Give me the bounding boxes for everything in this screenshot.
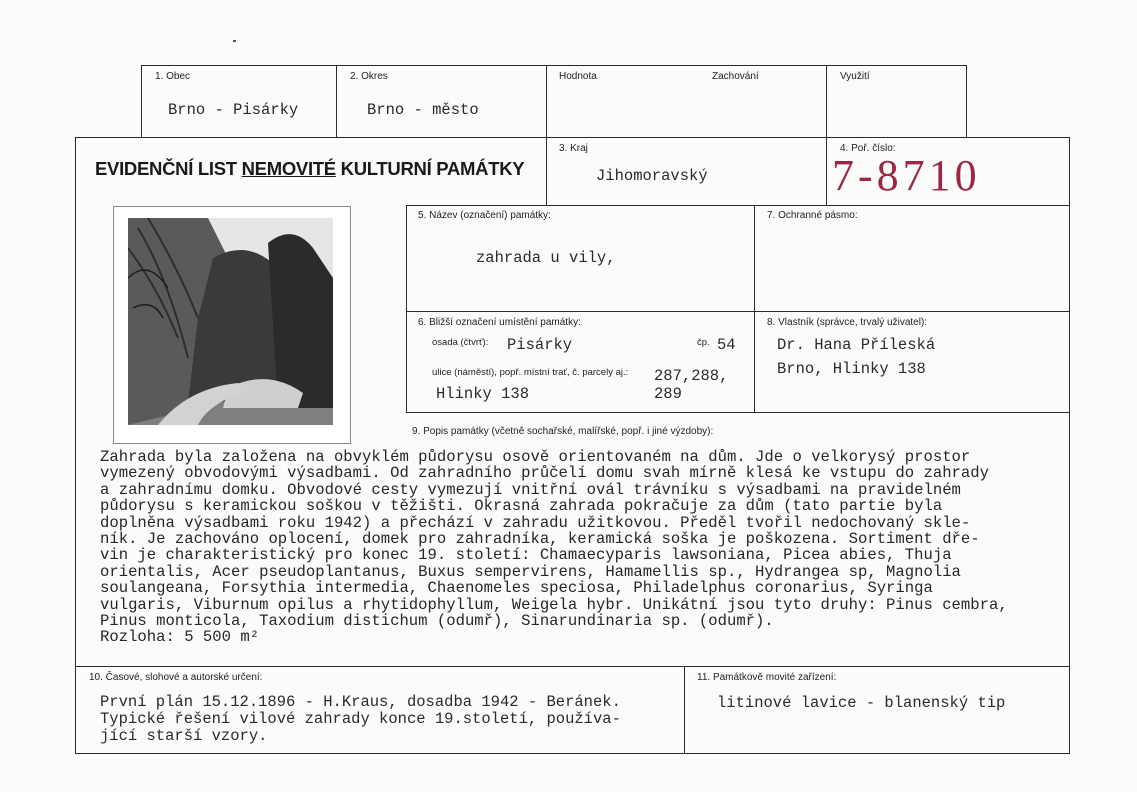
- parcely-value: 287,288,: [654, 367, 729, 385]
- zarizeni-label: 11. Památkově movité zařízení:: [697, 672, 837, 683]
- urceni-line: Typické řešení vilové zahrady konce 19.století, používa-: [100, 710, 621, 728]
- divider: [336, 65, 337, 138]
- por-cislo-label: 4. Poř. číslo:: [840, 143, 896, 154]
- popis-line: Pinus monticola, Taxodium distichum (odumř), Sinarundinaria sp. (odumř).: [100, 611, 774, 630]
- vlastnik-name: Dr. Hana Příleská: [777, 336, 936, 354]
- divider: [684, 666, 685, 754]
- popis-line: půdorysu s keramickou soškou v těžišti. Okrasná zahrada pokračuje za dům (tato partie byla: [100, 497, 943, 516]
- form-title: EVIDENČNÍ LIST NEMOVITÉ KULTURNÍ PAMÁTKY: [95, 158, 525, 179]
- osada-label: osada (čtvrť):: [432, 337, 489, 348]
- kraj-label: 3. Kraj: [559, 143, 588, 154]
- popis-line: orientalis, Acer pseudoplantanus, Buxus sempervirens, Hamamellis sp., Hydrangea sp, Magnolia: [100, 562, 961, 581]
- divider: [75, 666, 1070, 667]
- zarizeni-value: litinové lavice - blanenský tip: [717, 694, 1006, 712]
- vlastnik-address: Brno, Hlinky 138: [777, 360, 926, 378]
- popis-label: 9. Popis památky (včetně sochařské, malířské, popř. i jiné výzdoby):: [412, 426, 714, 437]
- vyuziti-label: Využití: [840, 71, 870, 82]
- divider: [406, 311, 1069, 312]
- nazev-label: 5. Název (označení) památky:: [418, 210, 551, 221]
- popis-line: vin je charakteristický pro konec 19. století: Chamaecyparis lawsoniana, Picea abies, Thuja: [100, 546, 952, 565]
- popis-line: Zahrada byla založena na obvyklém půdorysu osově orientovaném na dům. Jde o velkorysý prostor: [100, 448, 971, 466]
- ochranne-pasmo-label: 7. Ochranné pásmo:: [767, 210, 858, 221]
- popis-line: Rozloha: 5 500 m²: [100, 628, 260, 647]
- cp-value: 54: [717, 336, 736, 354]
- popis-line: soulangeana, Forsythia intermedia, Chaenomeles speciosa, Philadelphus coronarius, Syringa: [100, 579, 933, 598]
- paper-speck: [233, 40, 236, 42]
- divider: [754, 205, 755, 412]
- urceni-label: 10. Časové, slohové a autorské určení:: [89, 672, 263, 683]
- garden-photo: [128, 218, 333, 425]
- urceni-line: První plán 15.12.1896 - H.Kraus, dosadba 1942 - Beránek.: [100, 693, 621, 711]
- urceni-text: [100, 694, 621, 745]
- popis-line: ník. Je zachováno oplocení, domek pro zahradníka, keramická soška je poškozena. Sortiment dře-: [100, 529, 980, 548]
- obec-value: Brno - Pisárky: [168, 101, 299, 119]
- okres-value: Brno - město: [367, 101, 479, 119]
- divider: [406, 205, 1069, 206]
- zachovani-label: Zachování: [712, 71, 759, 82]
- umisteni-label: 6. Bližší označení umístění památky:: [418, 317, 581, 328]
- okres-label: 2. Okres: [350, 71, 388, 82]
- obec-label: 1. Obec: [155, 71, 191, 82]
- nazev-value: zahrada u vily,: [476, 249, 616, 267]
- ulice-value: Hlinky 138: [436, 385, 530, 403]
- divider: [406, 412, 1069, 413]
- kraj-value: Jihomoravský: [596, 167, 708, 185]
- vlastnik-label: 8. Vlastník (správce, trvalý uživatel):: [767, 317, 928, 328]
- popis-line: a zahradnímu domku. Obvodové cesty vymezují vnitřní ovál trávníku s výsadbami na pravidelném: [100, 480, 961, 499]
- osada-value: Pisárky: [507, 336, 573, 354]
- garden-photo-image: [128, 218, 333, 425]
- popis-line: doplněna výsadbami roku 1942) a přechází v zahradu užitkovou. Předěl tvořil nedochovaný skle-: [100, 513, 971, 532]
- hodnota-label: Hodnota: [559, 71, 597, 82]
- popis-line: vymezený obvodovými výsadbami. Od zahradního průčelí domu svah mírně klesá ke vstupu do zahrady: [100, 464, 989, 483]
- cp-label: čp.: [697, 337, 710, 348]
- divider: [406, 205, 407, 412]
- popis-text: [100, 449, 1008, 646]
- divider: [1069, 137, 1070, 754]
- urceni-line: jící starší vzory.: [100, 727, 268, 745]
- parcely-value-2: 289: [654, 385, 682, 403]
- ulice-label: ulice (náměstí), popř. místní trať, č. parcely aj.:: [432, 367, 629, 378]
- popis-line: vulgaris, Viburnum opilus a rhytidophyllum, Weigela hybr. Unikátní jsou tyto druhy: Pinus cembra,: [100, 595, 1008, 614]
- por-cislo-stamp: 7-8710: [832, 151, 981, 200]
